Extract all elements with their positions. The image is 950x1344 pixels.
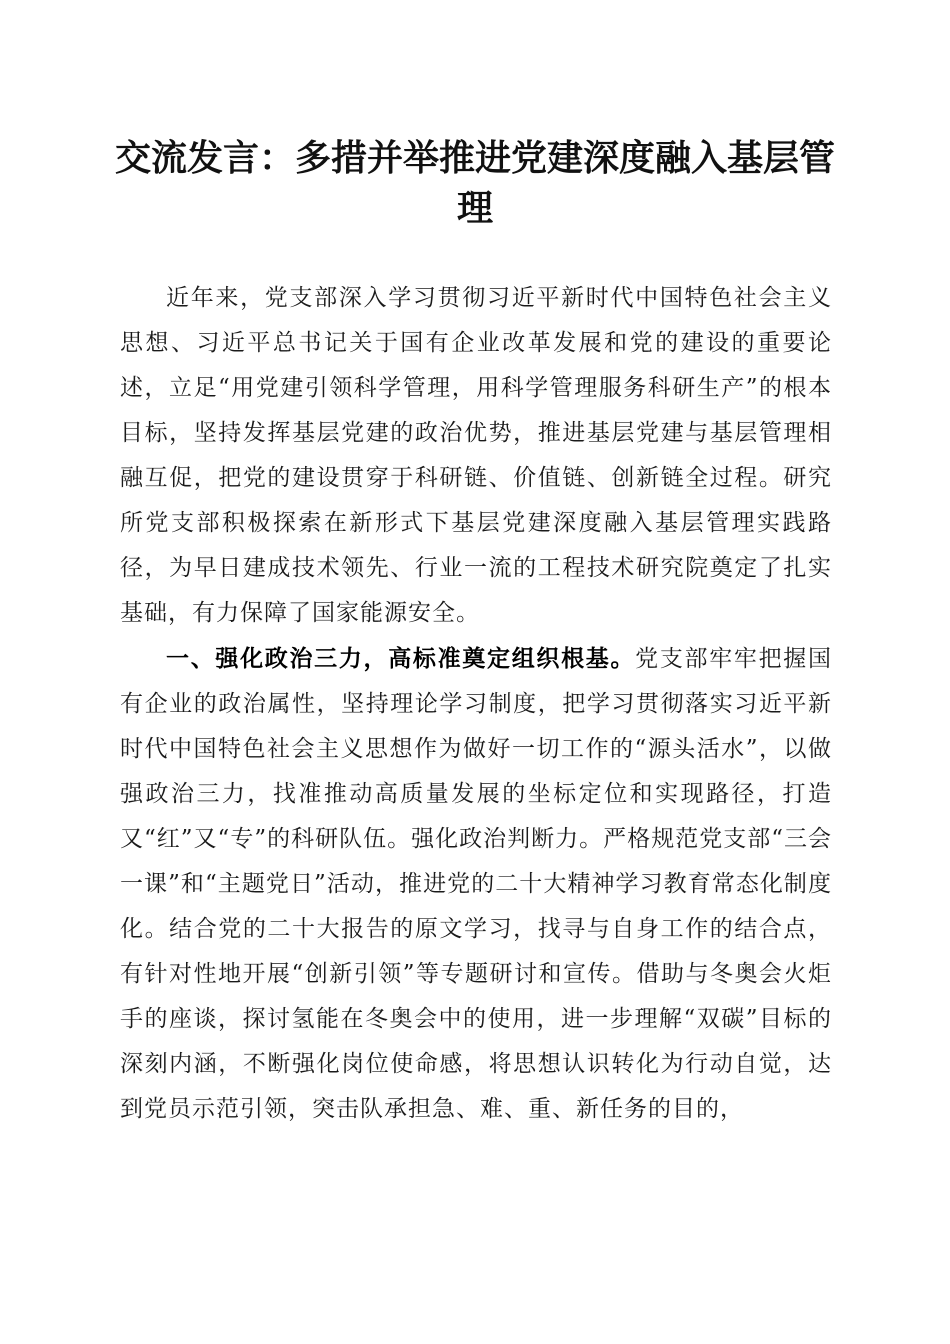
document-body bbox=[120, 276, 832, 1132]
paragraph-section-one bbox=[120, 636, 832, 1132]
paragraph-intro-text: 近年来，党支部深入学习贯彻习近平新时代中国特色社会主义思想、习近平总书记关于国有企业改革发展和党的建设的重要论述，立足“用党建引领科学管理，用科学管理服务科研生产”的根本目标，坚持发挥基层党建的政治优势，推进基层党建与基层管理相融互促，把党的建设贯穿于科研链、价值链、创新链全过程。研究所党支部积极探索在新形式下基层党建深度融入基层管理实践路径，为早日建成技术领先、行业一流的工程技术研究院奠定了扎实基础，有力保障了国家能源安全。 bbox=[120, 285, 832, 626]
section-one-heading: 一、强化政治三力，高标准奠定组织根基。 bbox=[166, 645, 636, 672]
section-one-text: 党支部牢牢把握国有企业的政治属性，坚持理论学习制度，把学习贯彻落实习近平新时代中国特色社会主义思想作为做好一切工作的“源头活水”，以做强政治三力，找准推动高质量发展的坐标定位和实现路径，打造又“红”又“专”的科研队伍。强化政治判断力。严格规范党支部“三会一课”和“主题党日”活动，推进党的二十大精神学习教育常态化制度化。结合党的二十大报告的原文学习，找寻与自身工作的结合点，有针对性地开展“创新引领”等专题研讨和宣传。借助与冬奥会火炬手的座谈，探讨氢能在冬奥会中的使用，进一步理解“双碳”目标的深刻内涵，不断强化岗位使命感，将思想认识转化为行动自觉，达到党员示范引领，突击队承担急、难、重、新任务的目的， bbox=[120, 646, 833, 1122]
document-title: 交流发言：多措并举推进党建深度融入基层管理 bbox=[114, 137, 835, 229]
paragraph-intro bbox=[120, 276, 832, 636]
